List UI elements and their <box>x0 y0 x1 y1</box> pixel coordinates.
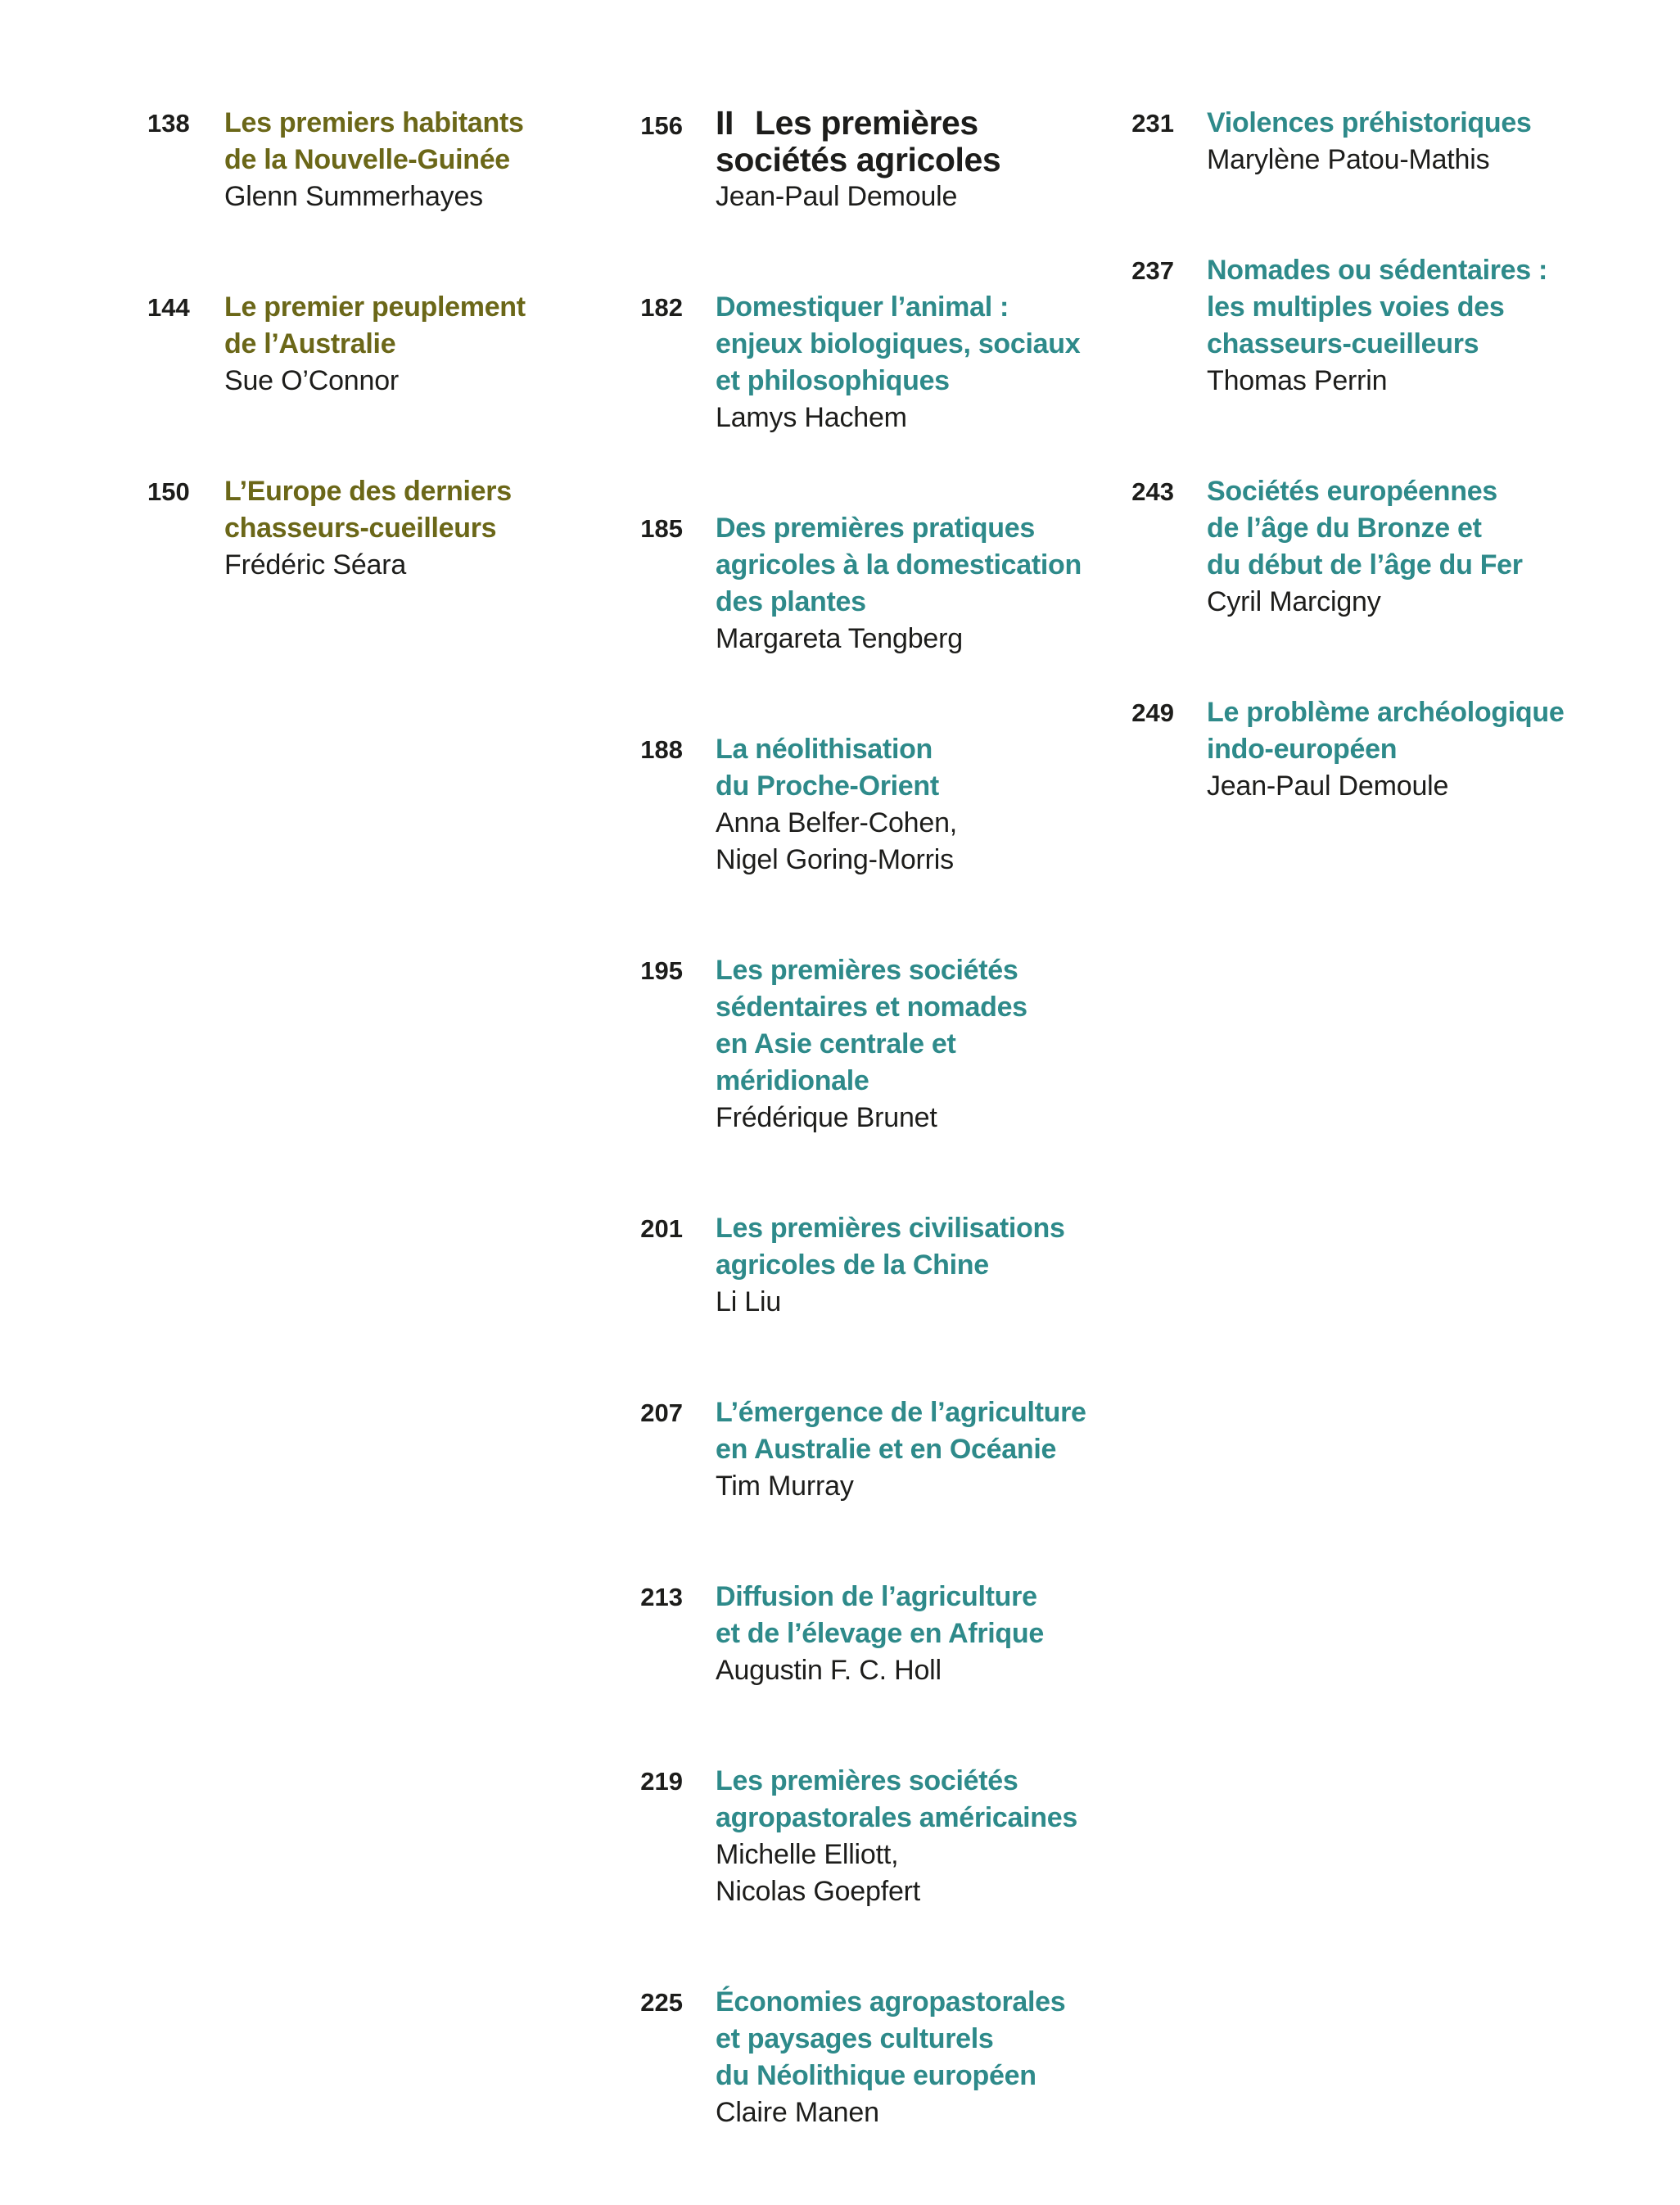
entry-title: Les premiers habitants de la Nouvelle-Guinée <box>224 107 524 175</box>
toc-entry[interactable] <box>147 289 606 400</box>
toc-entry[interactable] <box>639 952 1113 1136</box>
page-number: 219 <box>640 1767 683 1796</box>
toc-entry[interactable] <box>639 1579 1113 1689</box>
part-title <box>716 105 1113 178</box>
page-number: 201 <box>640 1214 683 1243</box>
entry-author: Jean-Paul Demoule <box>1207 770 1449 802</box>
entry-author: Glenn Summerhayes <box>224 181 483 212</box>
entry-author: Marylène Patou-Mathis <box>1207 144 1490 175</box>
entry-title: Diffusion de l’agriculture et de l’élevage en Afrique <box>716 1581 1044 1649</box>
page-number: 138 <box>147 109 190 138</box>
toc-entry[interactable] <box>639 731 1113 879</box>
entry-author: Thomas Perrin <box>1207 365 1388 396</box>
entry-title: Les premières civilisations agricoles de la Chine <box>716 1213 1065 1281</box>
toc-entry[interactable] <box>639 289 1113 436</box>
page-number: 237 <box>1131 256 1174 285</box>
entry-author: Cyril Marcigny <box>1207 586 1381 617</box>
page-number: 144 <box>147 293 190 322</box>
toc-column-2 <box>639 105 1113 2205</box>
entry-title: Des premières pratiques agricoles à la domestication des plantes <box>716 513 1082 617</box>
entry-title: Économies agropastorales et paysages culturels du Néolithique européen <box>716 1986 1066 2091</box>
toc-entry[interactable] <box>1130 105 1670 178</box>
toc-entry[interactable] <box>147 473 606 584</box>
toc-column-3 <box>1130 105 1670 879</box>
page-number: 195 <box>640 956 683 985</box>
entry-title: Le problème archéologique indo-européen <box>1207 697 1565 765</box>
entry-author: Augustin F. C. Holl <box>716 1655 942 1686</box>
entry-author: Anna Belfer-Cohen, Nigel Goring-Morris <box>716 807 958 875</box>
page-number: 231 <box>1131 109 1174 138</box>
entry-title: Domestiquer l’animal : enjeux biologiques, sociaux et philosophiques <box>716 291 1081 396</box>
page-number: 182 <box>640 293 683 322</box>
toc-entry[interactable] <box>639 1763 1113 1910</box>
entry-author: Li Liu <box>716 1286 782 1317</box>
entry-title: Les premières sociétés agropastorales américaines <box>716 1765 1077 1833</box>
entry-author: Lamys Hachem <box>716 402 907 433</box>
part-title-text: Les premières sociétés agricoles <box>716 104 1001 178</box>
entry-author: Margareta Tengberg <box>716 623 963 654</box>
entry-title: Les premières sociétés sédentaires et nomades en Asie centrale et méridionale <box>716 955 1027 1096</box>
entry-title: L’émergence de l’agriculture en Australie et en Océanie <box>716 1397 1086 1465</box>
toc-entry[interactable] <box>1130 473 1670 621</box>
entry-title: Violences préhistoriques <box>1207 107 1532 138</box>
part-numeral: II <box>716 104 734 142</box>
entry-author: Sue O’Connor <box>224 365 400 396</box>
entry-author: Michelle Elliott, Nicolas Goepfert <box>716 1839 921 1907</box>
entry-title: La néolithisation du Proche-Orient <box>716 734 939 802</box>
page-number: 225 <box>640 1988 683 2017</box>
entry-title: Le premier peuplement de l’Australie <box>224 291 526 359</box>
entry-author: Claire Manen <box>716 2097 879 2128</box>
page-number: 243 <box>1131 477 1174 506</box>
page-number: 188 <box>640 735 683 764</box>
page-number: 185 <box>640 514 683 543</box>
entry-title: L’Europe des derniers chasseurs-cueilleurs <box>224 476 512 544</box>
entry-title: Nomades ou sédentaires : les multiples voies des chasseurs-cueilleurs <box>1207 255 1548 359</box>
toc-entry[interactable] <box>639 510 1113 657</box>
entry-author: Tim Murray <box>716 1471 854 1502</box>
entry-author: Frédéric Séara <box>224 549 407 581</box>
toc-entry[interactable] <box>1130 252 1670 400</box>
page-number: 156 <box>640 111 683 140</box>
page-number: 150 <box>147 477 190 506</box>
part-heading-entry[interactable] <box>639 105 1113 215</box>
entry-author: Frédérique Brunet <box>716 1102 937 1133</box>
toc-column-1 <box>147 105 606 657</box>
page-number: 207 <box>640 1398 683 1427</box>
entry-title: Sociétés européennes de l’âge du Bronze et du début de l’âge du Fer <box>1207 476 1523 581</box>
toc-entry[interactable] <box>1130 694 1670 805</box>
page-number: 213 <box>640 1583 683 1611</box>
toc-entry[interactable] <box>147 105 606 215</box>
toc-entry[interactable] <box>639 1394 1113 1505</box>
entry-author: Jean-Paul Demoule <box>716 181 958 212</box>
toc-entry[interactable] <box>639 1210 1113 1321</box>
toc-entry[interactable] <box>639 1984 1113 2131</box>
page-number: 249 <box>1131 698 1174 727</box>
